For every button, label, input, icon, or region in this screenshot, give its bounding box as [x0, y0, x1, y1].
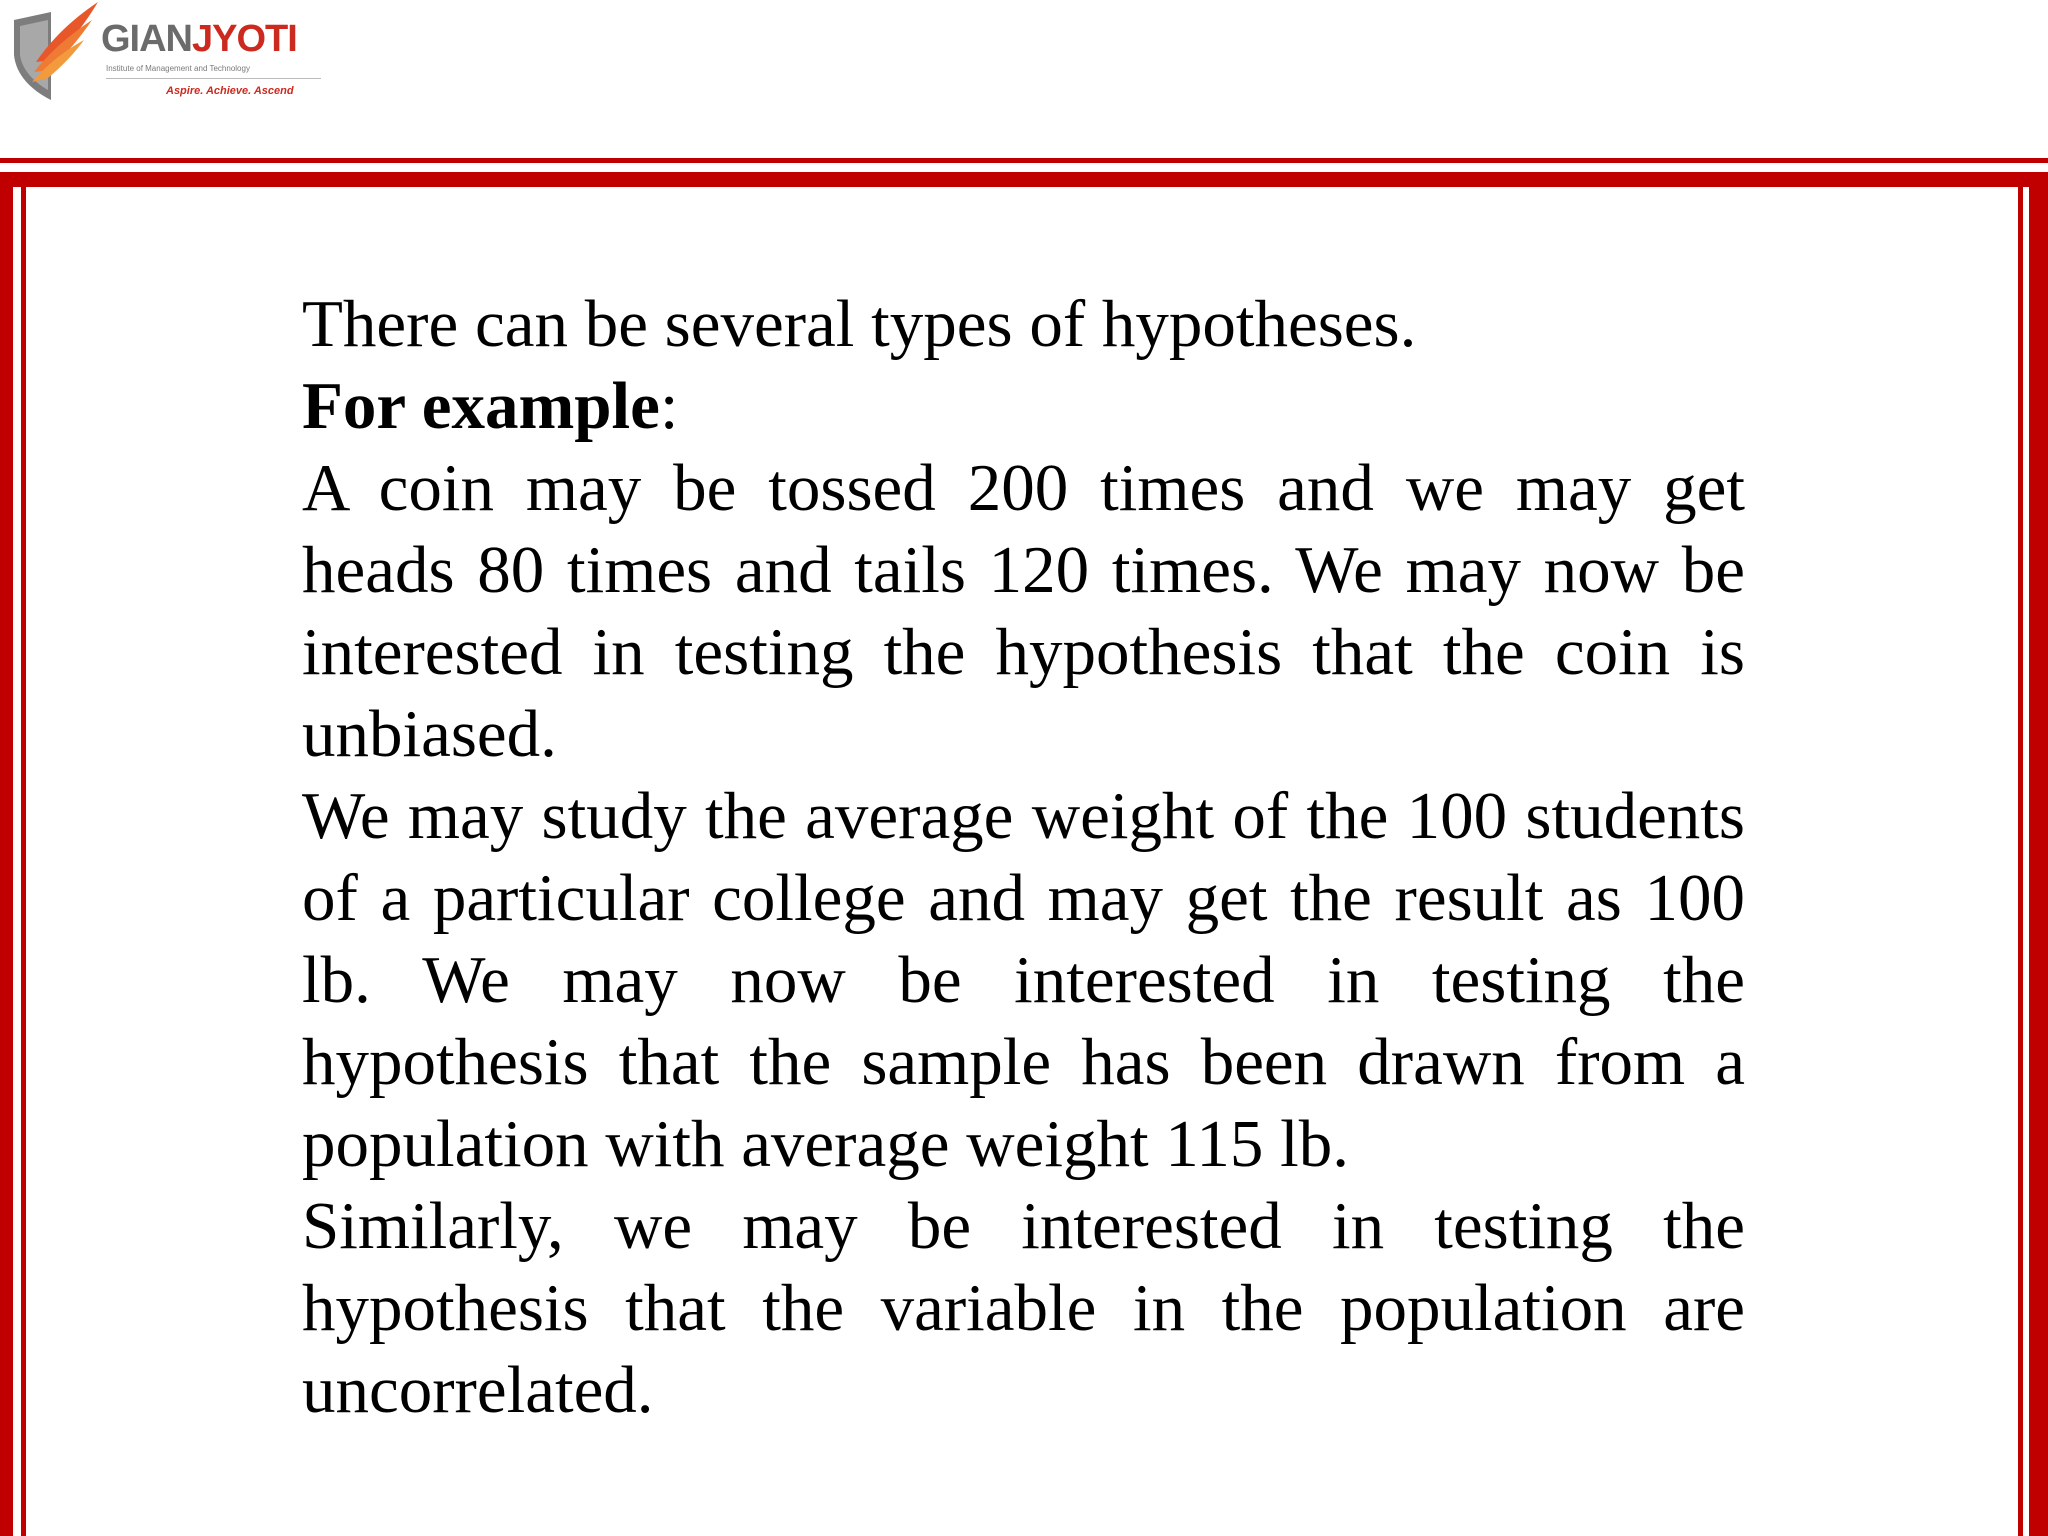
example-label: For example [302, 369, 660, 443]
logo-wordmark [101, 18, 297, 61]
example-colon: : [659, 369, 679, 443]
institute-logo [6, 0, 336, 110]
paragraph-average-weight: We may study the average weight of the 100 students of a particular college and may get the result as 100 lb. We may now be interested in testing the hypothesis that the sample has been drawn from a population with average weight 115 lb. [302, 779, 1745, 1181]
logo-motto: Aspire. Achieve. Ascend [166, 85, 294, 97]
shield-logo-icon [6, 0, 101, 105]
slide-body [302, 283, 1745, 1431]
frame-right-thick-line [2029, 172, 2048, 1536]
logo-name-part1: GIAN [101, 18, 192, 60]
frame-top-thick-line [0, 172, 2048, 187]
intro-text: There can be several types of hypotheses. [302, 287, 1417, 361]
frame-top-thin-line [0, 158, 2048, 163]
logo-divider [106, 78, 321, 79]
example-heading [302, 365, 1745, 447]
paragraph-uncorrelated: Similarly, we may be interested in testing the hypothesis that the variable in the population are uncorrelated. [302, 1189, 1745, 1427]
frame-left-thin-line [21, 172, 26, 1536]
logo-tagline: Institute of Management and Technology [106, 64, 250, 73]
paragraph-coin-toss: A coin may be tossed 200 times and we may get heads 80 times and tails 120 times. We may now be interested in testing the hypothesis that the coin is unbiased. [302, 451, 1745, 771]
logo-name-part2: JYOTI [192, 18, 297, 60]
frame-left-thick-line [0, 172, 13, 1536]
frame-right-thin-line [2018, 172, 2023, 1536]
